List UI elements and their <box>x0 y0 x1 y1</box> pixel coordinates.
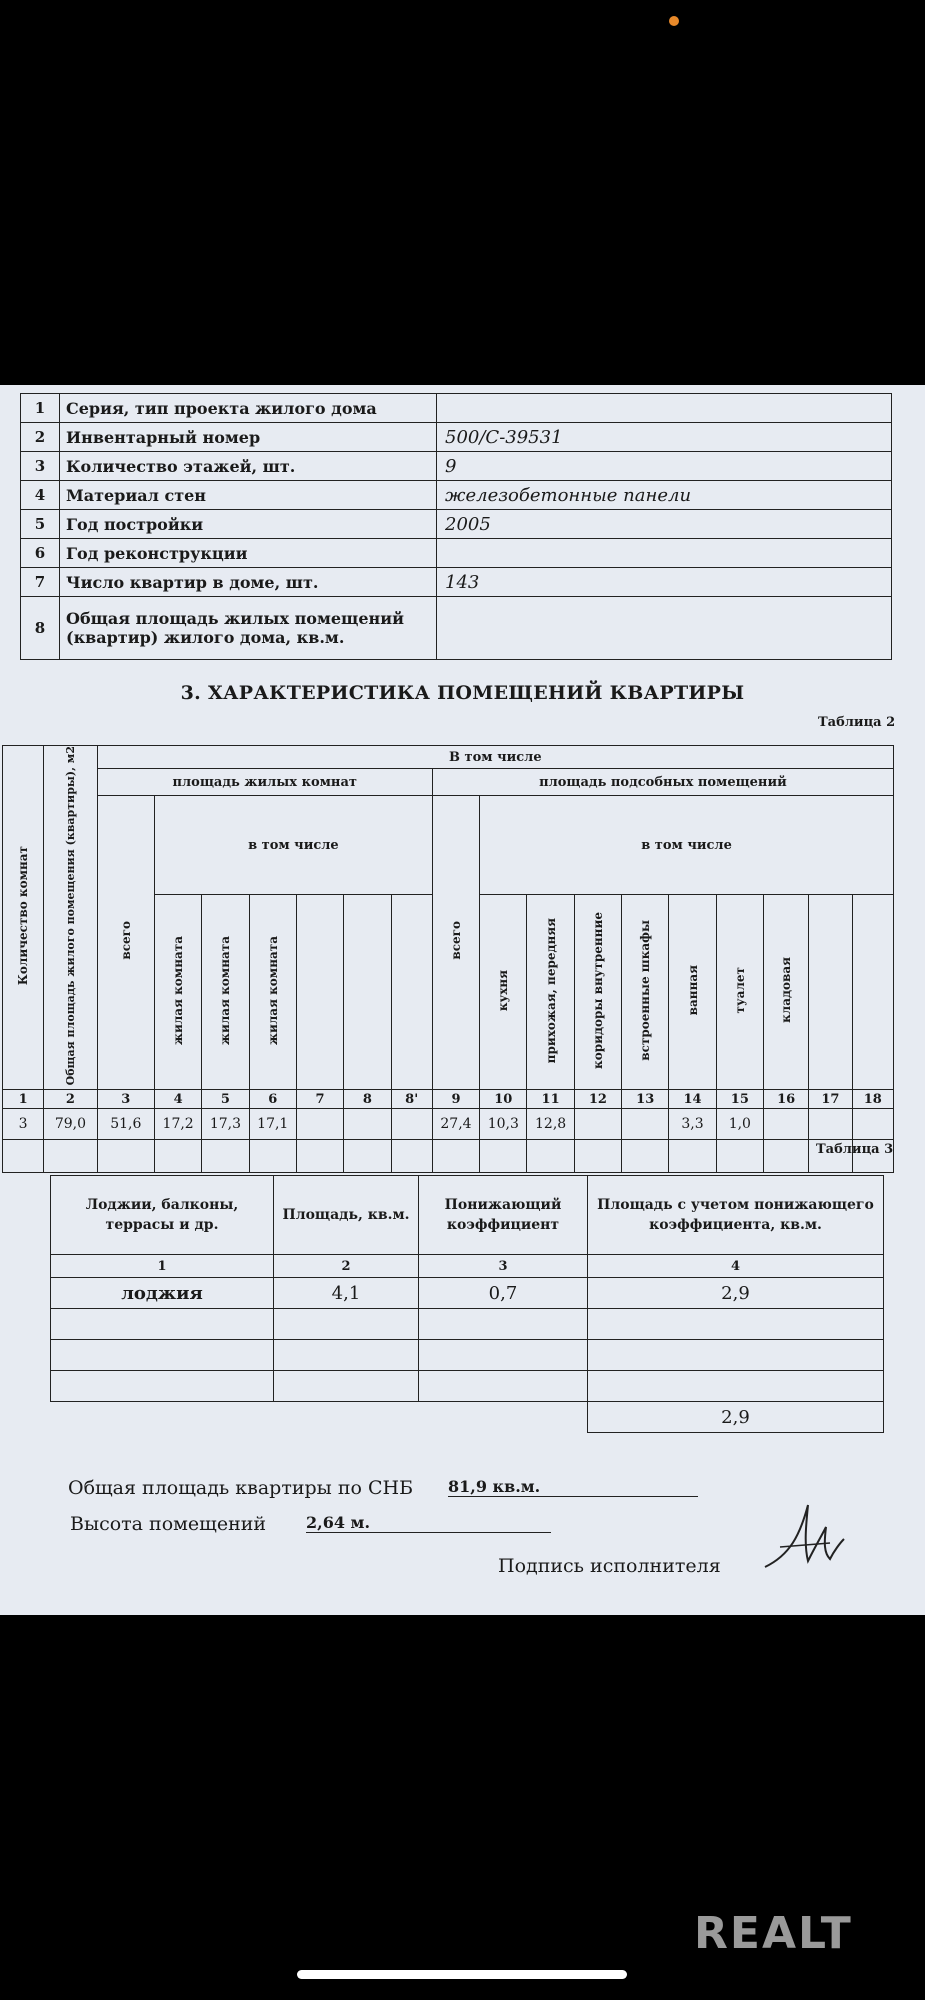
coef-header: Понижающий коэффициент <box>419 1176 588 1255</box>
row-number: 8 <box>21 597 60 660</box>
document-photo <box>0 385 925 1615</box>
col-toilet: туалет <box>716 895 763 1090</box>
row-value <box>437 597 892 660</box>
row-number: 1 <box>21 394 60 423</box>
row-number: 6 <box>21 539 60 568</box>
row-value: 143 <box>437 568 892 597</box>
row-label: Год реконструкции <box>60 539 437 568</box>
row-label: Год постройки <box>60 510 437 539</box>
row-value <box>437 539 892 568</box>
aux-total-header: всего <box>432 796 479 1090</box>
col-empty <box>391 895 432 1090</box>
table-row <box>3 1140 894 1173</box>
total-area-label: Общая площадь квартиры по СНБ <box>68 1477 414 1499</box>
area-header: Площадь, кв.м. <box>274 1176 419 1255</box>
table-row <box>21 394 892 423</box>
col-living-room: жилая комната <box>249 895 296 1090</box>
notification-dot <box>669 16 679 26</box>
table-row <box>51 1402 884 1433</box>
table-row <box>21 539 892 568</box>
total-area-line <box>68 1477 541 1499</box>
col-closets: встроенные шкафы <box>622 895 669 1090</box>
col-kitchen: кухня <box>480 895 527 1090</box>
aux-area-header: площадь подсобных помещений <box>432 769 893 796</box>
table-row <box>21 597 892 660</box>
loggias-header: Лоджии, балконы, террасы и др. <box>51 1176 274 1255</box>
building-info-table <box>20 393 892 660</box>
table-row <box>21 481 892 510</box>
realt-watermark: REALT <box>694 1908 853 1959</box>
home-indicator[interactable] <box>297 1970 627 1979</box>
col-storage: кладовая <box>764 895 809 1090</box>
row-label: Серия, тип проекта жилого дома <box>60 394 437 423</box>
col-living-room: жилая комната <box>154 895 201 1090</box>
table2-label: Таблица 2 <box>818 715 896 730</box>
table-row <box>21 568 892 597</box>
total-area-header: Общая площадь жилого помещения (квартиры), м2 <box>44 746 97 1090</box>
height-label: Высота помещений <box>70 1513 267 1535</box>
table-row: 1 2 3 4 5 6 7 8 8' 9 10 11 12 13 14 15 16 17 18 <box>3 1090 894 1109</box>
row-value: 2005 <box>437 510 892 539</box>
table-row: 3 79,0 51,6 17,2 17,3 17,1 27,4 10,3 12,8 3,3 1,0 <box>3 1109 894 1140</box>
col-living-room: жилая комната <box>202 895 249 1090</box>
table-row <box>51 1278 884 1309</box>
row-value: 9 <box>437 452 892 481</box>
height-value: 2,64 м. <box>306 1513 551 1533</box>
col-empty <box>344 895 391 1090</box>
loggia-adj-area: 2,9 <box>588 1278 884 1309</box>
row-number: 7 <box>21 568 60 597</box>
table-row: 1 2 3 4 <box>51 1255 884 1278</box>
loggia-name: лоджия <box>51 1278 274 1309</box>
col-corridors: коридоры внутренние <box>574 895 621 1090</box>
row-label: Число квартир в доме, шт. <box>60 568 437 597</box>
col-empty <box>809 895 852 1090</box>
row-number: 2 <box>21 423 60 452</box>
row-label: Инвентарный номер <box>60 423 437 452</box>
table-row <box>21 510 892 539</box>
row-label: Количество этажей, шт. <box>60 452 437 481</box>
signature-label: Подпись исполнителя <box>498 1555 721 1577</box>
row-value: железобетонные панели <box>437 481 892 510</box>
loggias-table <box>50 1175 884 1433</box>
living-incl-header: в том числе <box>154 796 432 895</box>
table-row <box>21 423 892 452</box>
row-label: Общая площадь жилых помещений (квартир) жилого дома, кв.м. <box>60 597 437 660</box>
col-hallway: прихожая, передняя <box>527 895 574 1090</box>
living-area-header: площадь жилых комнат <box>97 769 432 796</box>
total-adj-area: 2,9 <box>588 1402 884 1433</box>
total-area-value: 81,9 кв.м. <box>448 1477 698 1497</box>
rooms-count-header: Количество комнат <box>3 746 44 1090</box>
col-bathroom: ванная <box>669 895 716 1090</box>
loggia-area: 4,1 <box>274 1278 419 1309</box>
adj-area-header: Площадь с учетом понижающего коэффициента, кв.м. <box>588 1176 884 1255</box>
incl-header: В том числе <box>97 746 893 769</box>
row-value <box>437 394 892 423</box>
row-value: 500/С-39531 <box>437 423 892 452</box>
signature <box>760 1495 850 1575</box>
row-number: 4 <box>21 481 60 510</box>
row-number: 5 <box>21 510 60 539</box>
height-line <box>70 1513 371 1535</box>
loggia-coef: 0,7 <box>419 1278 588 1309</box>
aux-incl-header: в том числе <box>480 796 894 895</box>
table3-label: Таблица 3 <box>816 1142 894 1157</box>
section-title: 3. ХАРАКТЕРИСТИКА ПОМЕЩЕНИЙ КВАРТИРЫ <box>180 682 745 704</box>
row-label: Материал стен <box>60 481 437 510</box>
living-total-header: всего <box>97 796 154 1090</box>
row-number: 3 <box>21 452 60 481</box>
col-empty <box>296 895 343 1090</box>
rooms-table <box>2 745 894 1173</box>
col-empty <box>852 895 893 1090</box>
table-row <box>21 452 892 481</box>
